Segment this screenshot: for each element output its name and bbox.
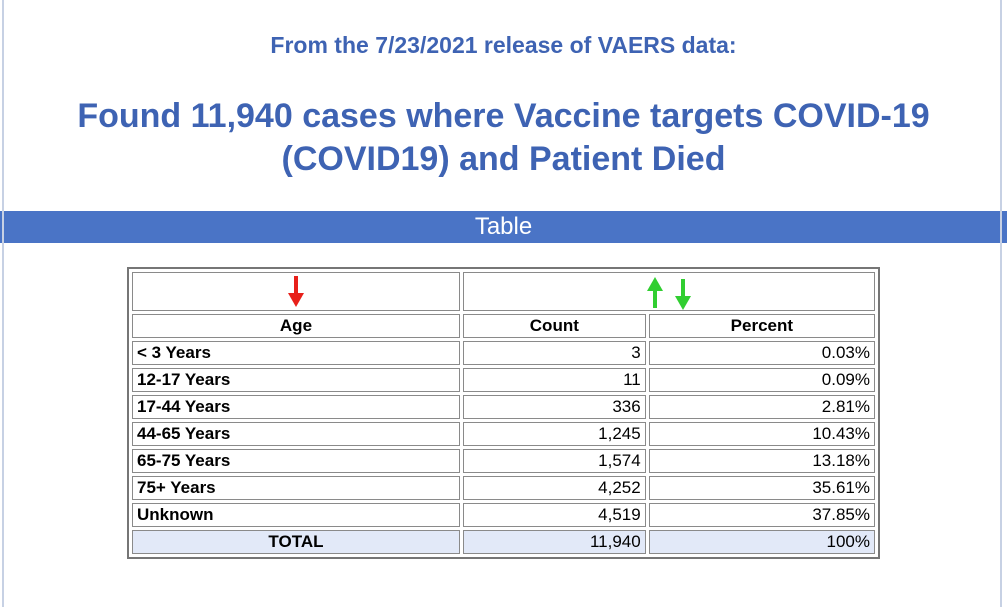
table-row <box>132 395 875 419</box>
age-cell: 75+ Years <box>132 476 460 500</box>
page-title-line-2: (COVID19) and Patient Died <box>281 140 726 178</box>
percent-cell: 2.81% <box>649 395 875 419</box>
age-cell: 17-44 Years <box>132 395 460 419</box>
column-header-percent: Percent <box>649 314 875 338</box>
column-header-row <box>132 314 875 338</box>
age-cell: 44-65 Years <box>132 422 460 446</box>
age-cell: 65-75 Years <box>132 449 460 473</box>
percent-cell: 35.61% <box>649 476 875 500</box>
value-sort-cell <box>463 272 875 311</box>
table-row <box>132 368 875 392</box>
count-cell: 4,252 <box>463 476 646 500</box>
table-row <box>132 422 875 446</box>
table-row <box>132 449 875 473</box>
total-count-cell: 11,940 <box>463 530 646 554</box>
percent-cell: 0.09% <box>649 368 875 392</box>
percent-cell: 10.43% <box>649 422 875 446</box>
count-cell: 336 <box>463 395 646 419</box>
count-cell: 1,245 <box>463 422 646 446</box>
sort-descending-green-arrow-icon[interactable] <box>674 279 692 311</box>
total-label-cell: TOTAL <box>132 530 460 554</box>
page-title-line-1: Found 11,940 cases where Vaccine targets COVID-19 <box>77 97 930 135</box>
table-row <box>132 341 875 365</box>
table-section-label: Table <box>474 213 533 240</box>
age-sort-cell <box>132 272 460 311</box>
age-cell: < 3 Years <box>132 341 460 365</box>
sort-ascending-green-arrow-icon[interactable] <box>646 276 664 308</box>
column-header-count: Count <box>463 314 646 338</box>
count-cell: 4,519 <box>463 503 646 527</box>
percent-cell: 37.85% <box>649 503 875 527</box>
page-title <box>0 95 1007 181</box>
percent-cell: 13.18% <box>649 449 875 473</box>
total-percent-cell: 100% <box>649 530 875 554</box>
sort-descending-red-arrow-icon[interactable] <box>287 276 305 308</box>
count-cell: 1,574 <box>463 449 646 473</box>
percent-cell: 0.03% <box>649 341 875 365</box>
age-cell: 12-17 Years <box>132 368 460 392</box>
results-table <box>127 267 880 559</box>
table-row <box>132 503 875 527</box>
right-frame-border <box>1000 0 1002 607</box>
age-cell: Unknown <box>132 503 460 527</box>
total-row <box>132 530 875 554</box>
release-line: From the 7/23/2021 release of VAERS data: <box>270 32 737 58</box>
sort-arrow-row <box>132 272 875 311</box>
table-section-bar <box>0 211 1007 243</box>
count-cell: 11 <box>463 368 646 392</box>
count-cell: 3 <box>463 341 646 365</box>
table-row <box>132 476 875 500</box>
column-header-age: Age <box>132 314 460 338</box>
left-frame-border <box>2 0 4 607</box>
